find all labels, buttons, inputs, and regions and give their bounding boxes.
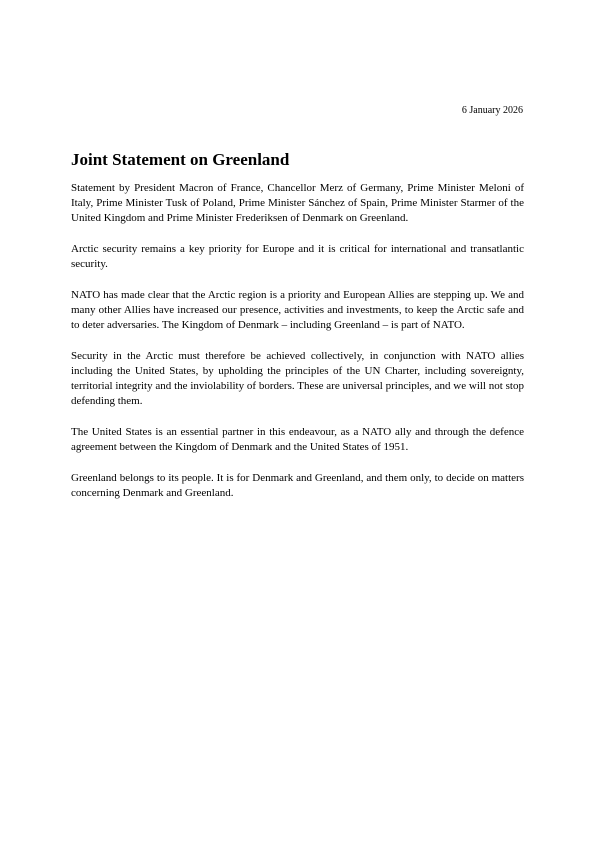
document-date: 6 January 2026 bbox=[461, 105, 523, 116]
paragraph-arctic-priority: Arctic security remains a key priority for Europe and it is critical for international and transatlantic security. bbox=[71, 243, 524, 270]
document-body bbox=[71, 149, 524, 517]
paragraph-united-states: The United States is an essential partner in this endeavour, as a NATO ally and through the defence agreement between the Kingdom of Denmark and the United States of 1951. bbox=[71, 426, 524, 453]
paragraph-nato-allies: NATO has made clear that the Arctic region is a priority and European Allies are stepping up. We and many other Allies have increased our presence, activities and investments, to keep the Arctic safe and to deter adversaries. The Kingdom of Denmark – including Greenland – is part of NATO. bbox=[71, 289, 524, 331]
paragraph-collective-security: Security in the Arctic must therefore be achieved collectively, in conjunction with NATO allies including the United States, by upholding the principles of the UN Charter, including sovereignty, territorial integrity and the inviolability of borders. These are universal principles, and we will not stop defending them. bbox=[71, 350, 524, 407]
paragraph-greenland-people: Greenland belongs to its people. It is for Denmark and Greenland, and them only, to decide on matters concerning Denmark and Greenland. bbox=[71, 472, 524, 499]
document-title: Joint Statement on Greenland bbox=[71, 150, 290, 169]
paragraph-signatories: Statement by President Macron of France, Chancellor Merz of Germany, Prime Minister Meloni of Italy, Prime Minister Tusk of Poland, Prime Minister Sánchez of Spain, Prime Minister Starmer of the United Kingdom and Prime Minister Frederiksen of Denmark on Greenland. bbox=[71, 182, 524, 224]
